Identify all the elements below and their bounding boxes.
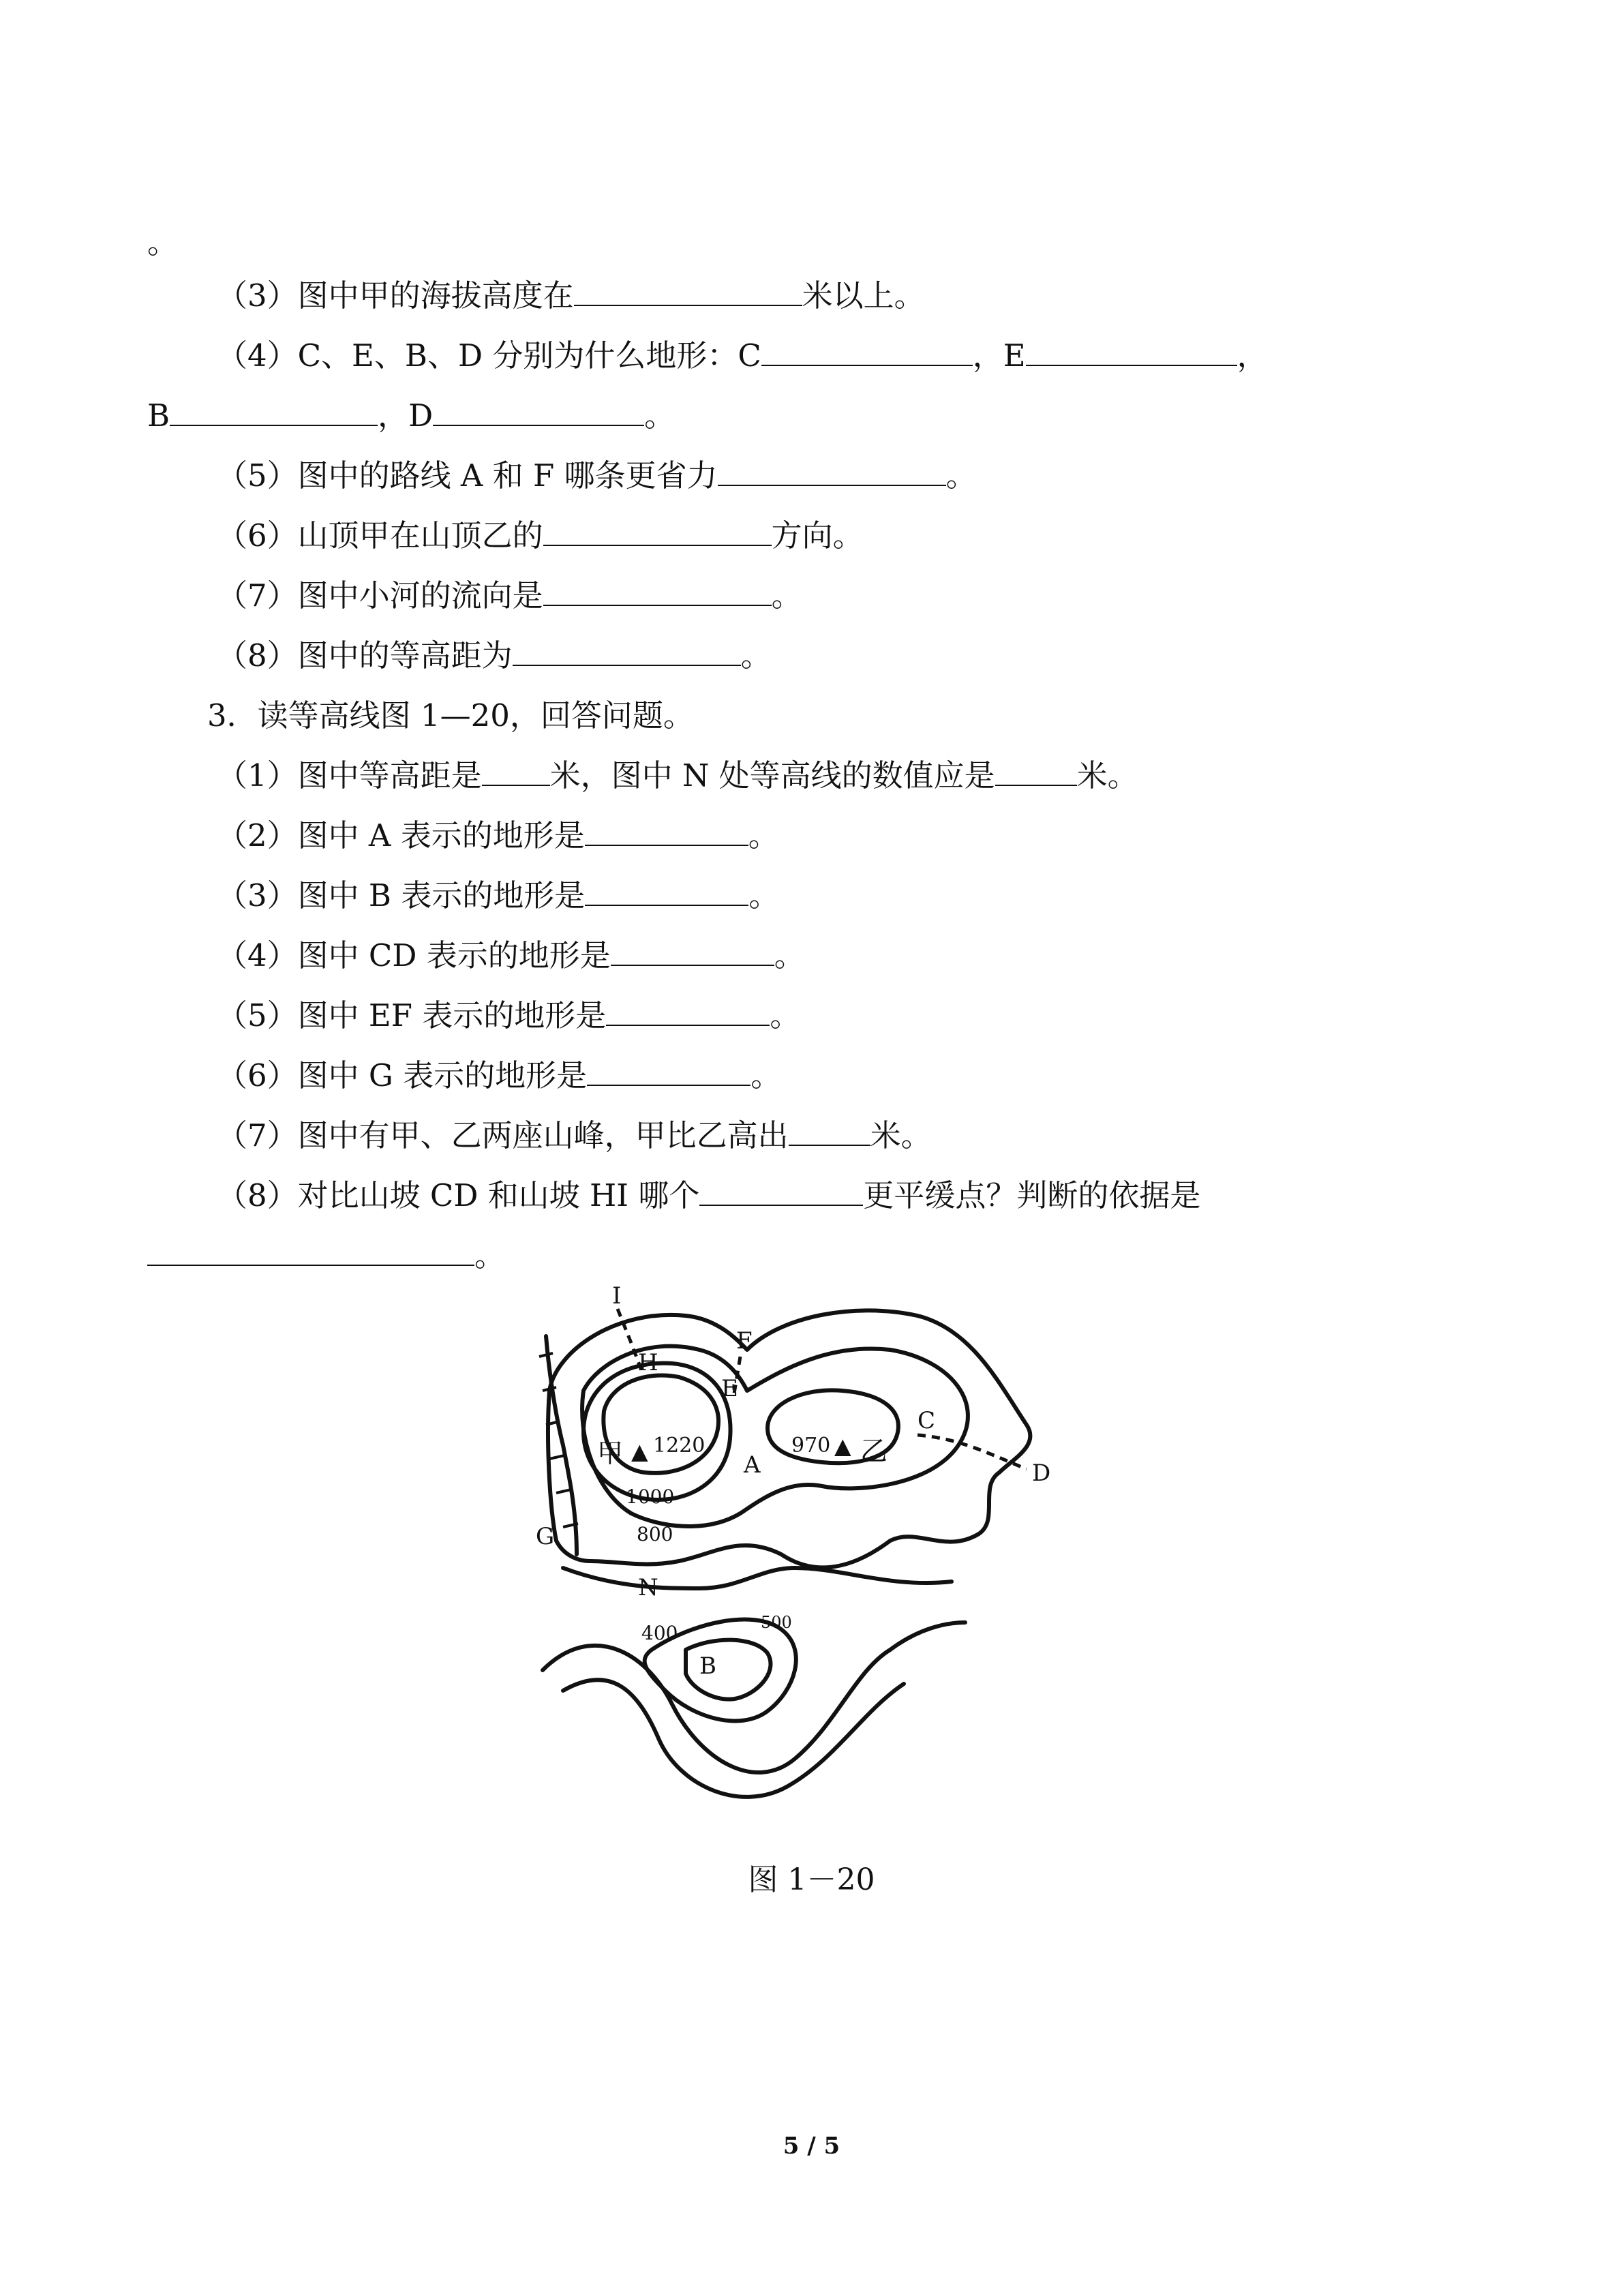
- text: B: [147, 397, 170, 434]
- text: 。: [748, 877, 780, 913]
- label-contour-1000: 1000: [626, 1485, 675, 1508]
- text: 。: [945, 457, 977, 494]
- text: （1）图中等高距是: [217, 757, 482, 794]
- text: 。: [740, 637, 772, 674]
- answer-blank[interactable]: [585, 817, 748, 846]
- text: （5）图中的路线 A 和 F 哪条更省力: [217, 457, 718, 494]
- label-peak-yi-970: 970: [791, 1434, 831, 1457]
- question-3-1: [217, 755, 1138, 796]
- question-3-heading: [207, 695, 694, 736]
- label-F: F: [736, 1327, 753, 1355]
- label-D: D: [1032, 1460, 1051, 1487]
- figure-caption: [0, 1861, 1623, 1899]
- text: （7）图中有甲、乙两座山峰，甲比乙高出: [217, 1117, 789, 1153]
- question-3-2: [217, 815, 779, 856]
- answer-blank[interactable]: [482, 757, 550, 786]
- text: （3）图中 B 表示的地形是: [217, 877, 586, 913]
- text: 。: [770, 997, 801, 1033]
- label-jia: 甲: [597, 1438, 624, 1468]
- hatch-mark: [556, 1490, 571, 1493]
- answer-blank[interactable]: [147, 1237, 474, 1266]
- text: ，: [1237, 337, 1268, 374]
- text: （3）图中甲的海拔高度在: [217, 277, 574, 314]
- peak-jia-marker: ▲: [631, 1438, 648, 1464]
- answer-blank[interactable]: [995, 757, 1077, 786]
- text: （4）图中 CD 表示的地形是: [217, 937, 611, 973]
- answer-blank[interactable]: [606, 997, 770, 1026]
- answer-blank[interactable]: [789, 1117, 870, 1146]
- question-3-8-cont: [147, 1235, 505, 1276]
- caption-text: 图 1－20: [748, 1862, 875, 1897]
- contour-line: [686, 1640, 770, 1700]
- text: （6）图中 G 表示的地形是: [217, 1057, 588, 1093]
- text: 米。: [870, 1117, 932, 1153]
- answer-blank[interactable]: [699, 1177, 863, 1206]
- label-H: H: [638, 1349, 658, 1376]
- text: 。: [748, 817, 779, 854]
- label-C: C: [917, 1407, 936, 1434]
- label-peak-jia-1220: 1220: [653, 1434, 706, 1457]
- answer-blank[interactable]: [543, 577, 772, 606]
- answer-blank[interactable]: [574, 277, 802, 306]
- text: （6）山顶甲在山顶乙的: [217, 517, 543, 554]
- text: 。: [774, 937, 805, 973]
- answer-blank[interactable]: [170, 397, 378, 426]
- peak-yi-marker: ▲: [834, 1433, 851, 1459]
- question-2-7: [217, 575, 802, 616]
- question-3-8: [217, 1175, 1200, 1216]
- text: 。: [644, 397, 676, 434]
- page-number: [0, 2131, 1623, 2161]
- label-E: E: [721, 1375, 738, 1402]
- text: （7）图中小河的流向是: [217, 577, 543, 614]
- question-2-5: [217, 455, 977, 496]
- question-2-6: [217, 515, 864, 556]
- answer-blank[interactable]: [587, 1057, 750, 1086]
- continuation-period: [147, 222, 178, 263]
- text: 3．读等高线图 1—20，回答问题。: [207, 697, 694, 734]
- text: （2）图中 A 表示的地形是: [217, 817, 585, 854]
- question-2-4: [217, 335, 1268, 376]
- river: [546, 1336, 577, 1554]
- question-3-3: [217, 875, 779, 916]
- answer-blank[interactable]: [718, 457, 946, 486]
- question-3-7: [217, 1115, 932, 1156]
- label-A: A: [744, 1451, 761, 1479]
- page-number-text: 5 / 5: [783, 2132, 840, 2160]
- answer-blank[interactable]: [543, 517, 772, 546]
- label-I: I: [612, 1282, 622, 1310]
- text: 。: [771, 577, 802, 614]
- answer-blank[interactable]: [611, 937, 774, 966]
- text: （8）对比山坡 CD 和山坡 HI 哪个: [217, 1177, 700, 1213]
- answer-blank[interactable]: [433, 397, 644, 426]
- text: 米。: [1076, 757, 1138, 794]
- answer-blank[interactable]: [513, 637, 741, 666]
- question-2-3: [217, 275, 925, 316]
- question-3-5: [217, 995, 800, 1036]
- text: ，E: [972, 337, 1026, 374]
- label-B: B: [699, 1652, 716, 1680]
- contour-map-figure: [536, 1268, 1095, 1834]
- text: 米，图中 N 处等高线的数值应是: [549, 757, 995, 794]
- label-G: G: [536, 1523, 555, 1550]
- label-contour-500: 500: [761, 1613, 792, 1632]
- question-2-4-cont: [147, 395, 675, 436]
- label-yi: 乙: [860, 1436, 888, 1467]
- text: 米以上。: [802, 277, 925, 314]
- text: ，D: [378, 397, 434, 434]
- hatch-mark: [549, 1455, 564, 1459]
- text: 。: [750, 1057, 782, 1093]
- question-3-6: [217, 1055, 781, 1096]
- label-contour-800: 800: [637, 1523, 673, 1545]
- question-3-4: [217, 935, 805, 976]
- answer-blank[interactable]: [761, 337, 973, 366]
- text: （4）C、E、B、D 分别为什么地形：C: [217, 337, 761, 374]
- text: （5）图中 EF 表示的地形是: [217, 997, 607, 1033]
- text: 。: [147, 224, 179, 260]
- hatch-mark: [539, 1353, 553, 1357]
- answer-blank[interactable]: [585, 877, 748, 906]
- contour-line: [563, 1568, 952, 1588]
- question-2-8: [217, 635, 772, 676]
- label-contour-400: 400: [641, 1622, 678, 1644]
- text: 更平缓点？判断的依据是: [863, 1177, 1201, 1213]
- text: 方向。: [771, 517, 864, 554]
- text: （8）图中的等高距为: [217, 637, 513, 674]
- label-N: N: [638, 1574, 658, 1601]
- text: 。: [474, 1237, 506, 1273]
- answer-blank[interactable]: [1026, 337, 1237, 366]
